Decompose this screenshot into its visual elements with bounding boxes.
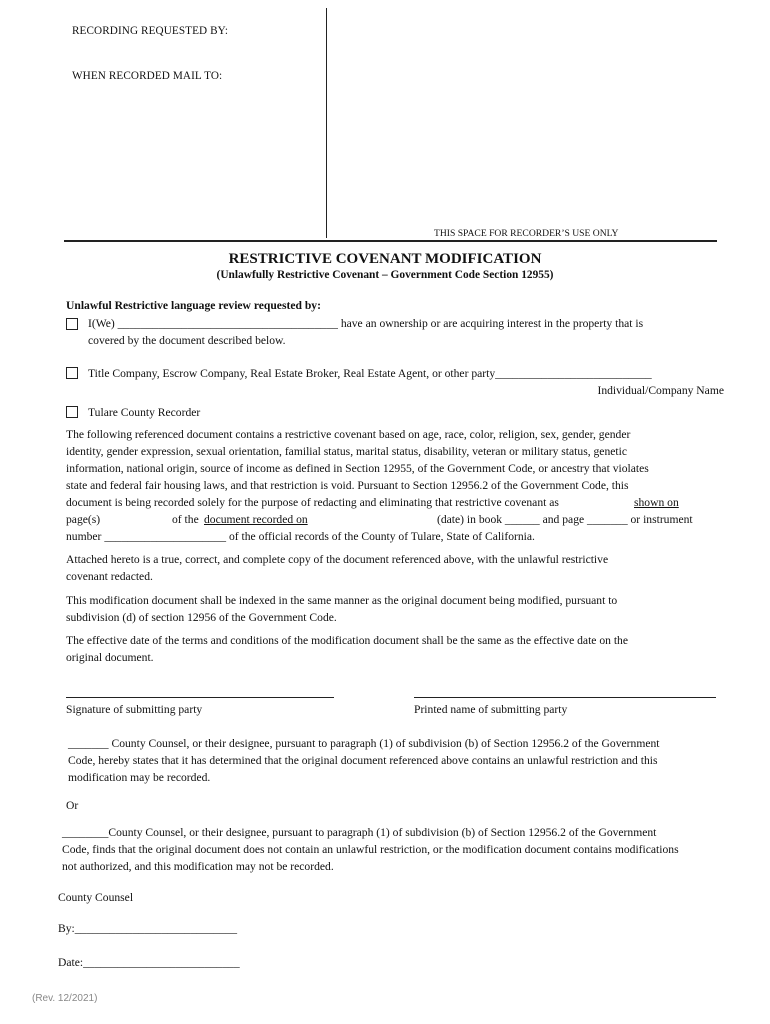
date-book-page-line: (date) in book ______ and page _______ or instrument xyxy=(437,513,693,526)
when-recorded-mail-to-label: WHEN RECORDED MAIL TO: xyxy=(72,70,223,82)
counsel-approval-line1: _______ County Counsel, or their designee, pursuant to paragraph (1) of subdivision (b) of Section 12956.2 of the Government xyxy=(68,737,660,750)
shown-on-field[interactable]: shown on xyxy=(634,496,679,509)
owner-line-2: covered by the document described below. xyxy=(88,334,286,347)
body-p1-line7: number _____________________ of the official records of the County of Tulare, State of California. xyxy=(66,530,535,543)
or-label: Or xyxy=(66,799,79,812)
title-company-checkbox[interactable] xyxy=(66,367,78,379)
body-p4-line2: original document. xyxy=(66,651,154,664)
printed-name-label: Printed name of submitting party xyxy=(414,703,568,716)
counsel-approval-line3: modification may be recorded. xyxy=(68,771,211,784)
recorder-use-label: THIS SPACE FOR RECORDER’S USE ONLY xyxy=(434,228,619,239)
counsel-approval-line2: Code, hereby states that it has determined that the original document referenced above contains an unlawful restriction and this xyxy=(68,754,658,767)
body-p1-line2: identity, gender expression, sexual orientation, familial status, marital status, disability, veteran or military status, genetic xyxy=(66,445,627,458)
page-subtitle: (Unlawfully Restrictive Covenant – Government Code Section 12955) xyxy=(216,269,554,281)
county-recorder-checkbox[interactable] xyxy=(66,406,78,418)
header-divider-horizontal xyxy=(64,240,717,242)
page-title: RESTRICTIVE COVENANT MODIFICATION xyxy=(228,251,542,267)
of-the-label: of the xyxy=(172,513,199,526)
recording-requested-by-label: RECORDING REQUESTED BY: xyxy=(72,25,229,37)
owner-line-1: I(We) ______________________________________ have an ownership or are acquiring interest in the property that is xyxy=(88,317,644,330)
pages-label: page(s) xyxy=(66,513,101,526)
body-p1-line4: state and federal fair housing laws, and that restriction is void. Pursuant to Section 12956.2 of the Government Code, this xyxy=(66,479,629,492)
revision-footer: (Rev. 12/2021) xyxy=(32,993,98,1004)
individual-company-name-label: Individual/Company Name xyxy=(597,384,724,397)
title-company-line: Title Company, Escrow Company, Real Estate Broker, Real Estate Agent, or other party___________________________ xyxy=(88,367,652,380)
by-signature-line[interactable]: By:____________________________ xyxy=(58,922,238,935)
body-p3-line1: This modification document shall be indexed in the same manner as the original document being modified, pursuant to xyxy=(66,594,618,607)
submitting-signature-line[interactable] xyxy=(66,697,334,698)
counsel-denial-line2: Code, finds that the original document does not contain an unlawful restriction, or the modification document contains modifications xyxy=(62,843,679,856)
date-signature-line[interactable]: Date:___________________________ xyxy=(58,956,240,969)
body-p1-line1: The following referenced document contains a restrictive covenant based on age, race, color, religion, sex, gender, gender xyxy=(66,428,631,441)
review-heading: Unlawful Restrictive language review requested by: xyxy=(66,299,321,312)
owner-checkbox[interactable] xyxy=(66,318,78,330)
submitting-signature-label: Signature of submitting party xyxy=(66,703,203,716)
body-p2-line2: covenant redacted. xyxy=(66,570,153,583)
counsel-denial-line1: ________County Counsel, or their designee, pursuant to paragraph (1) of subdivision (b) of Section 12956.2 of the Government xyxy=(62,826,657,839)
body-p1-line5: document is being recorded solely for the purpose of redacting and eliminating that restrictive covenant as xyxy=(66,496,559,509)
counsel-denial-line3: not authorized, and this modification may not be recorded. xyxy=(62,860,334,873)
header-divider-vertical xyxy=(326,8,327,238)
printed-name-line[interactable] xyxy=(414,697,716,698)
document-recorded-on-field[interactable]: document recorded on xyxy=(204,513,308,526)
body-p4-line1: The effective date of the terms and conditions of the modification document shall be the same as the effective date on the xyxy=(66,634,628,647)
body-p3-line2: subdivision (d) of section 12956 of the Government Code. xyxy=(66,611,337,624)
county-counsel-label: County Counsel xyxy=(58,891,134,904)
county-recorder-label: Tulare County Recorder xyxy=(88,406,201,419)
body-p1-line3: information, national origin, source of income as defined in Section 12955, of the Government Code, or ancestry that violates xyxy=(66,462,649,475)
body-p2-line1: Attached hereto is a true, correct, and complete copy of the document referenced above, with the unlawful restrictive xyxy=(66,553,609,566)
